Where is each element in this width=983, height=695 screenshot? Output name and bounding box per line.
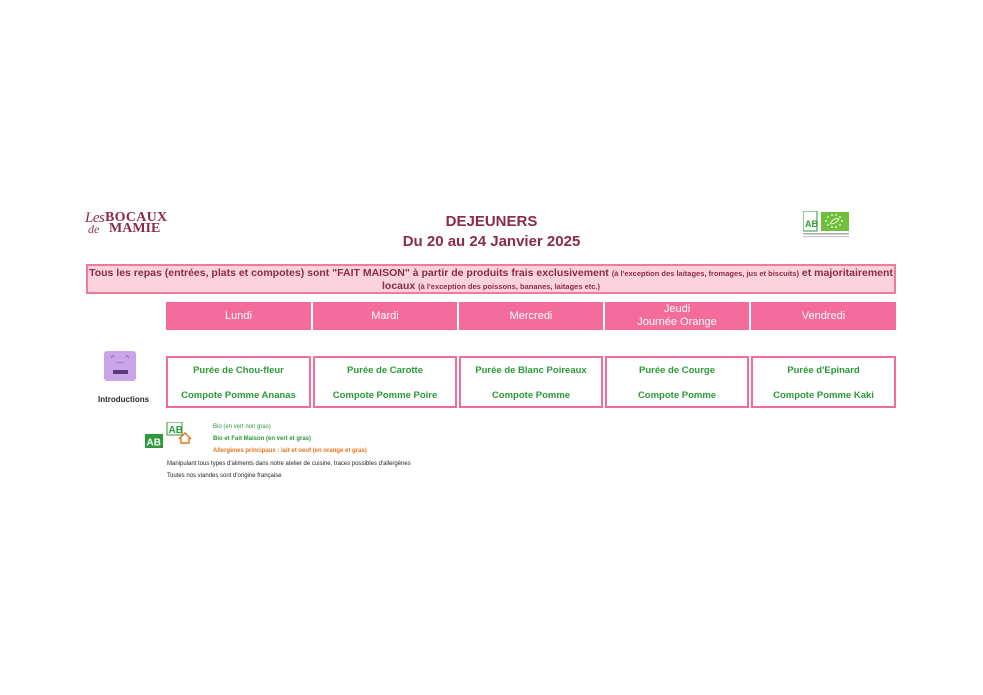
ab-eu-organic-badge-icon	[803, 211, 851, 239]
legend-bio: Bio (en vert non gras)	[213, 424, 271, 430]
svg-text:AB: AB	[168, 425, 183, 436]
menu-cell-lundi	[166, 356, 311, 408]
day-header-lundi	[166, 302, 311, 330]
day-header-vendredi	[751, 302, 896, 330]
menu-puree: Purée de Chou-fleur	[193, 365, 284, 376]
menu-compote: Compote Pomme Kaki	[773, 390, 874, 401]
logo-text-de: de	[88, 222, 100, 236]
logo-text-les: Les	[85, 210, 105, 226]
menu-puree: Purée de Blanc Poireaux	[475, 365, 587, 376]
day-label: Lundi	[225, 309, 252, 322]
legend-ab-fait-maison-icon	[143, 422, 193, 452]
banner-text-1: Tous les repas (entrées, plats et compotes) sont "FAIT MAISON" à partir de produits frais exclusivement	[89, 267, 612, 279]
fait-maison-banner	[86, 264, 896, 294]
logo-text-mamie: MAMIE	[109, 221, 161, 236]
logo-text-bocaux: BOCAUX	[105, 210, 168, 225]
menu-cell-vendredi	[751, 356, 896, 408]
menu-compote: Compote Pomme	[637, 390, 717, 401]
banner-text-2-small: (à l'exception des poissons, bananes, laitages etc.)	[418, 282, 601, 291]
banner-text-2: et majoritairement locaux	[381, 267, 893, 292]
day-header-jeudi	[605, 302, 749, 330]
day-label: Mercredi	[509, 309, 553, 322]
menu-cell-mercredi	[459, 356, 603, 408]
day-label: Jeudi	[663, 303, 691, 315]
menu-compote: Compote Pomme Poire	[332, 390, 438, 401]
menu-puree: Purée d'Epinard	[787, 365, 860, 376]
note-allergenes-traces: Manipulant tous types d'aliments dans notre atelier de cuisine, traces possibles d'allergènes	[167, 461, 411, 467]
menu-compote: Compote Pomme Ananas	[181, 390, 296, 401]
row-label-introductions: Introductions	[98, 395, 150, 404]
svg-text:AB: AB	[146, 437, 161, 449]
menu-puree: Purée de Carotte	[346, 365, 424, 376]
day-header-mardi	[313, 302, 457, 330]
day-label: Mardi	[371, 309, 399, 322]
banner-text-1-small: (à l'exception des laitages, fromages, jus et biscuits)	[611, 269, 799, 278]
bocaux-de-mamie-logo	[85, 210, 168, 240]
menu-cell-jeudi	[605, 356, 749, 408]
legend-allergenes: Allergènes principaux : lait et oeuf (en orange et gras)	[213, 448, 367, 454]
menu-puree: Purée de Courge	[638, 365, 716, 376]
page-subtitle-dates: Du 20 au 24 Janvier 2025	[402, 233, 581, 250]
day-header-mercredi	[459, 302, 603, 330]
day-sublabel-journee-orange: Journée Orange	[637, 316, 717, 328]
page-title: DEJEUNERS	[445, 213, 538, 230]
svg-text:AB: AB	[805, 219, 818, 229]
day-label: Vendredi	[801, 309, 846, 322]
menu-compote: Compote Pomme	[491, 390, 571, 401]
legend-bio-fait-maison: Bio et Fait Maison (en vert et gras)	[213, 436, 312, 442]
baby-sticker-icon: ^ ‿ ^	[104, 351, 136, 381]
note-viandes-origine: Toutes nos viandes sont d'origine française	[167, 473, 282, 479]
menu-cell-mardi	[313, 356, 457, 408]
